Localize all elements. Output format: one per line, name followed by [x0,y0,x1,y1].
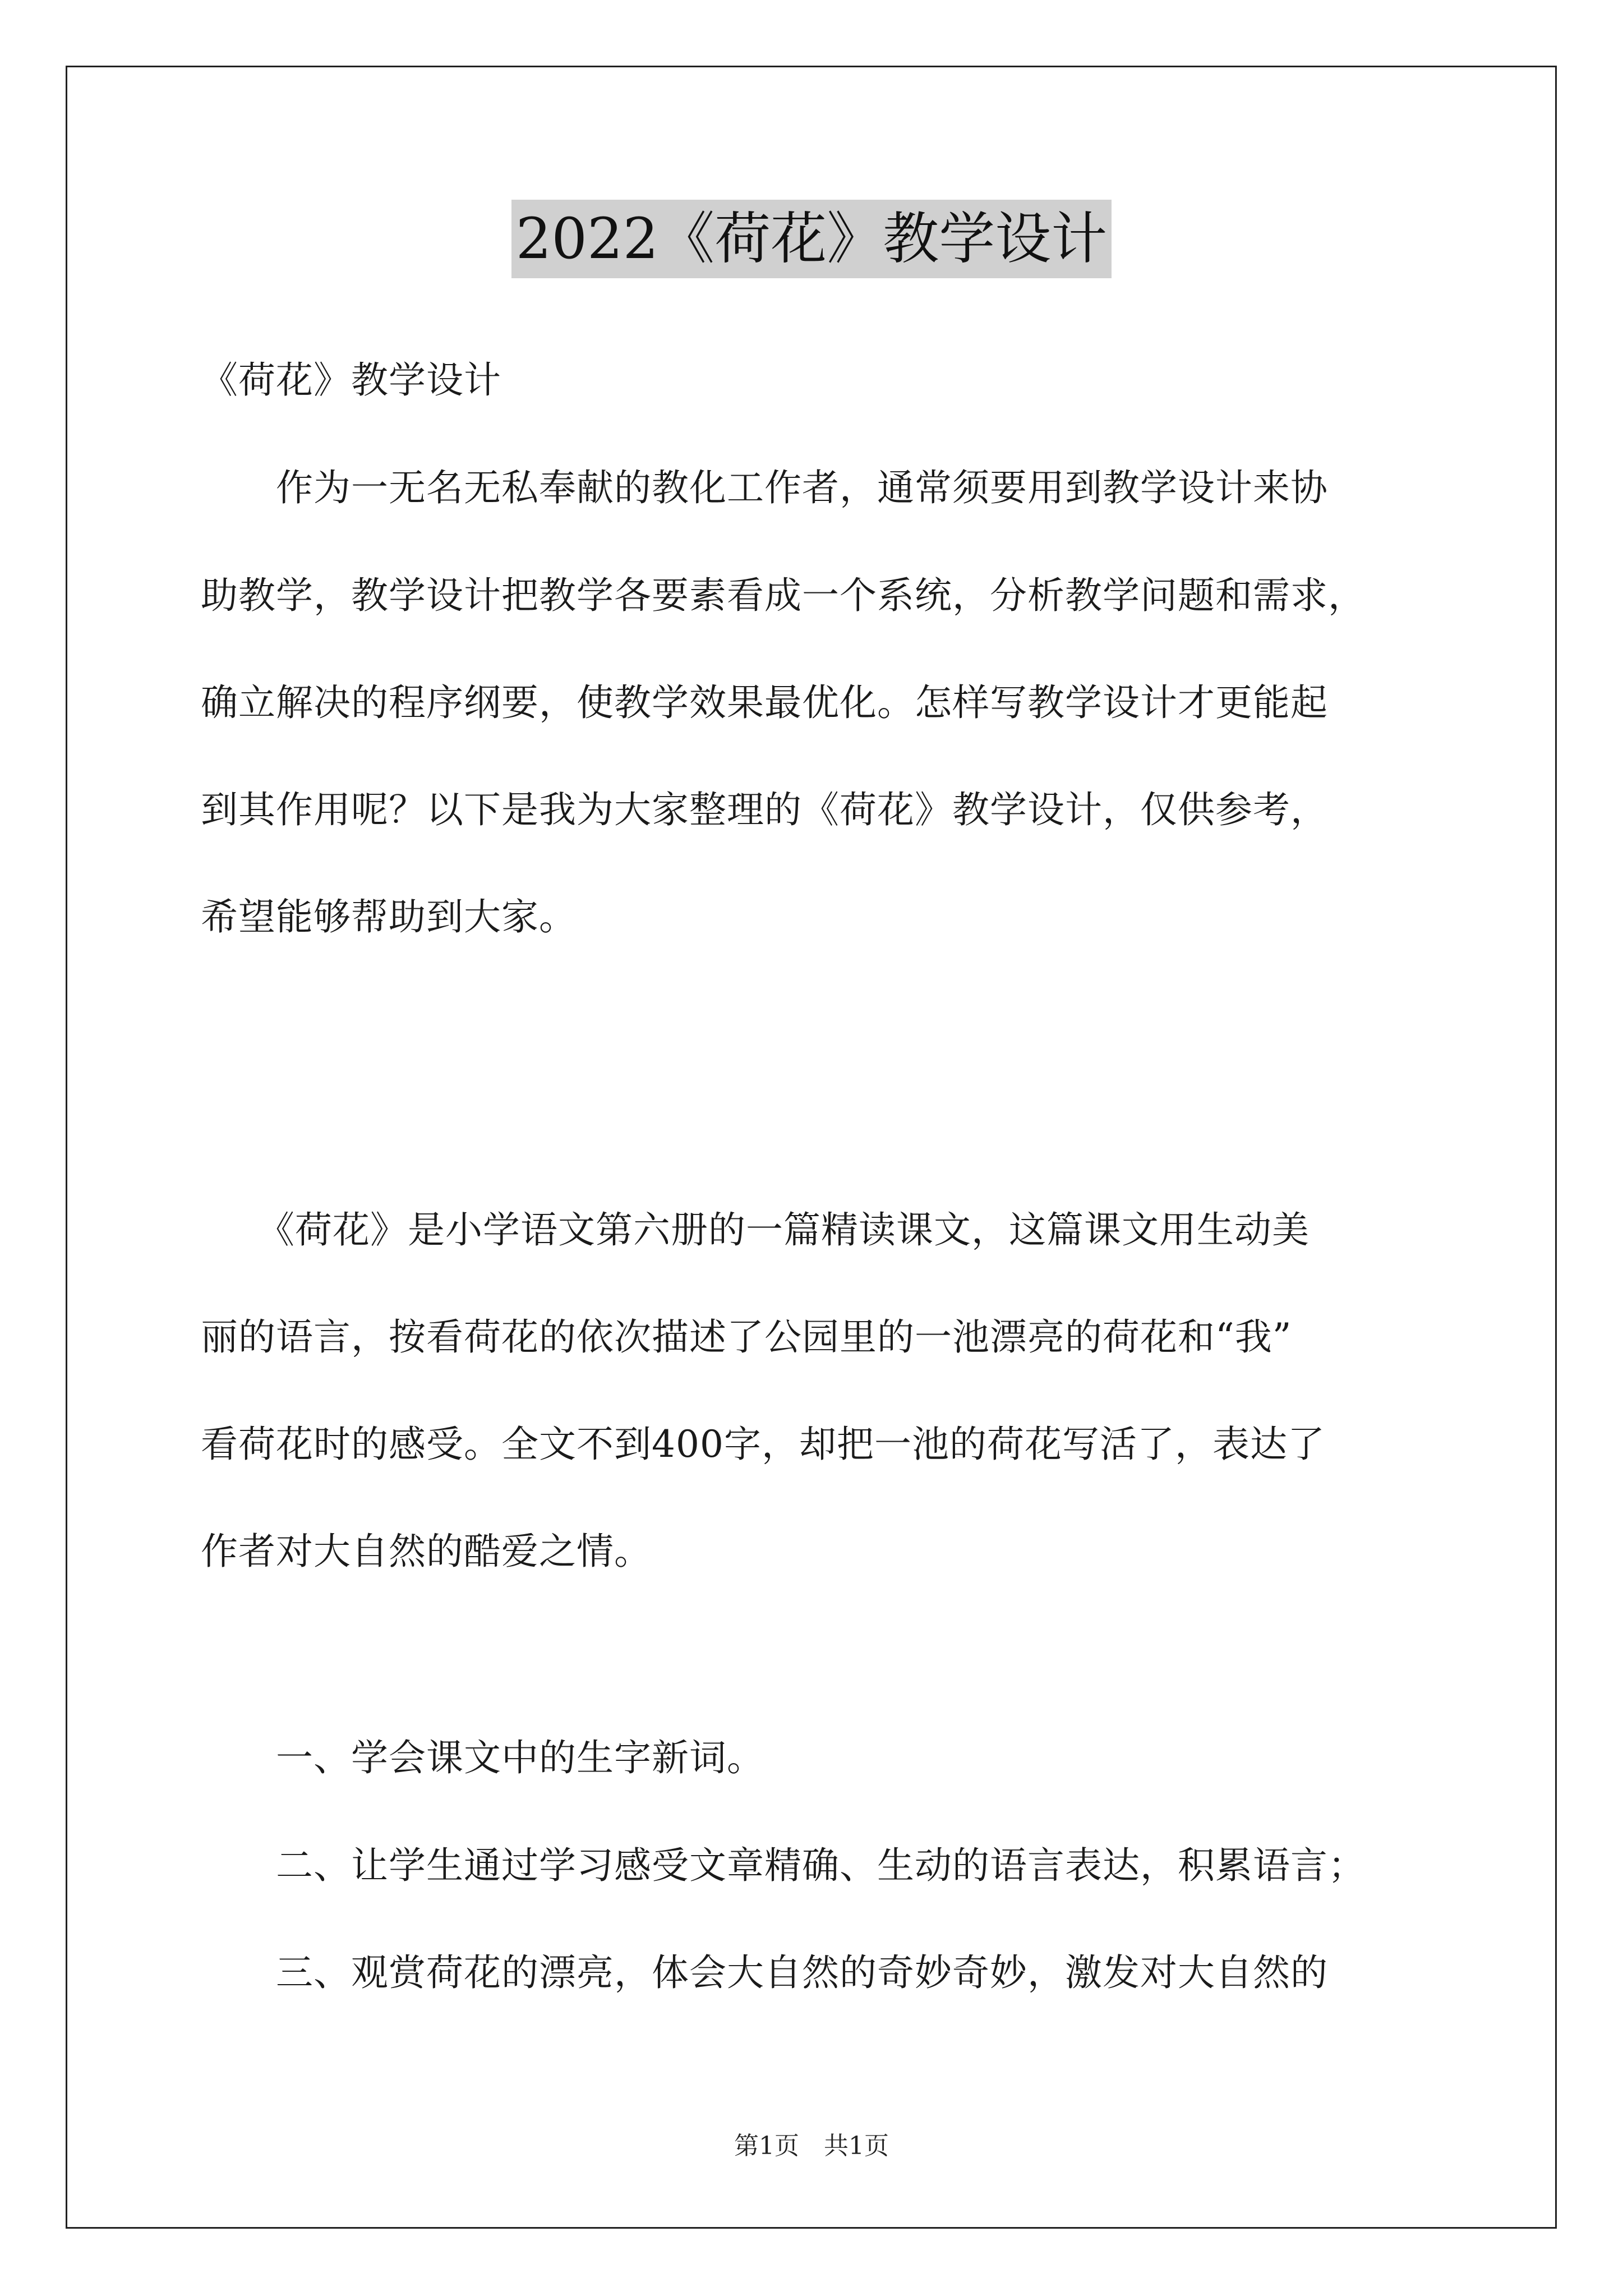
list-item: 二、让学生通过学习感受文章精确、生动的语言表达，积累语言； [201,1844,1366,1887]
paragraph-line: 丽的语言，按看荷花的依次描述了公园里的一池漂亮的荷花和“我” [201,1315,1292,1359]
paragraph-line: 看荷花时的感受。全文不到400字，却把一池的荷花写活了，表达了 [201,1423,1325,1466]
paragraph-line: 助教学，教学设计把教学各要素看成一个系统，分析教学问题和需求， [201,574,1366,617]
paragraph-line: 《荷花》是小学语文第六册的一篇精读课文，这篇课文用生动美 [201,1208,1310,1251]
page-footer: 第1页 共1页 [734,2132,889,2160]
paragraph-line: 作为一无名无私奉献的教化工作者，通常须要用到教学设计来协 [201,466,1328,509]
document-title: 2022《荷花》教学设计 [511,200,1112,278]
list-item: 三、观赏荷花的漂亮，体会大自然的奇妙奇妙，激发对大自然的 [201,1951,1328,1994]
paragraph-line: 作者对大自然的酷爱之情。 [201,1530,652,1573]
document-title-wrap [0,200,1623,278]
paragraph-line: 希望能够帮助到大家。 [201,895,577,938]
list-item: 一、学会课文中的生字新词。 [201,1736,764,1779]
subtitle-line: 《荷花》教学设计 [201,358,501,402]
paragraph-line: 到其作用呢？以下是我为大家整理的《荷花》教学设计，仅供参考， [201,788,1328,831]
paragraph-line: 确立解决的程序纲要，使教学效果最优化。怎样写教学设计才更能起 [201,681,1328,724]
